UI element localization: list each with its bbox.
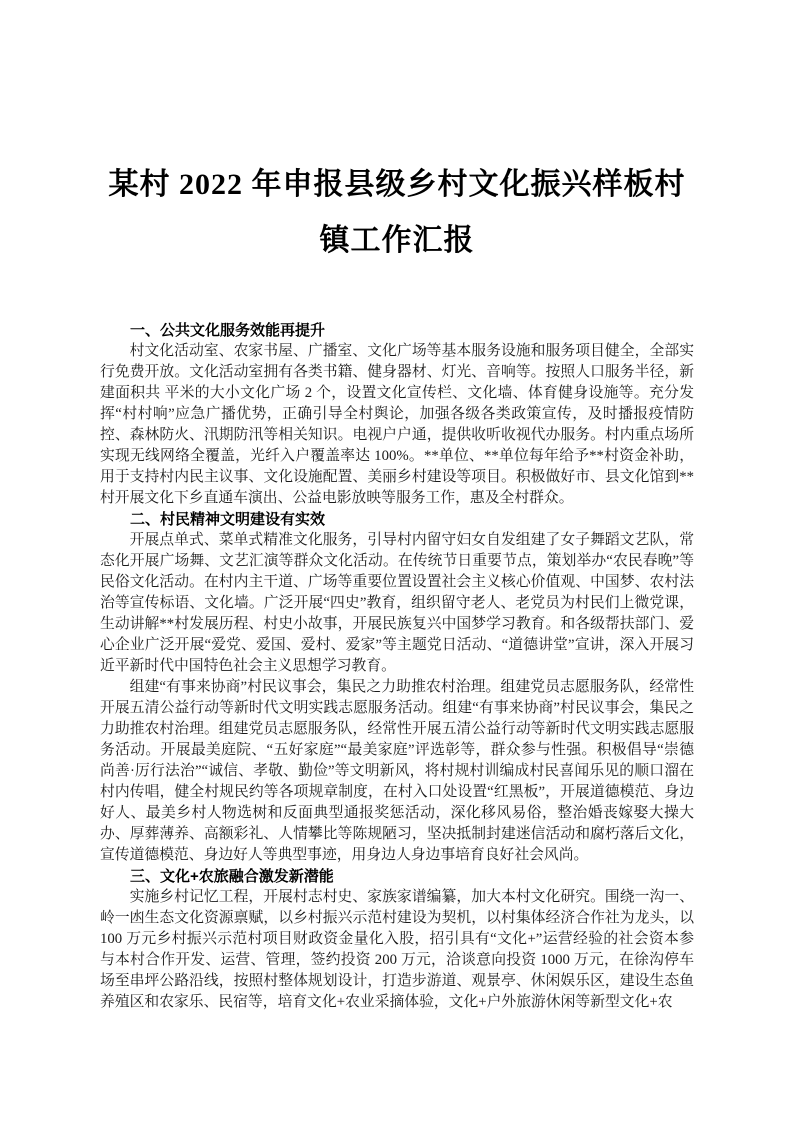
document-body <box>100 320 694 1013</box>
paragraph: 村文化活动室、农家书屋、广播室、文化广场等基本服务设施和服务项目健全，全部实行免费开放。文化活动室拥有各类书籍、健身器材、灯光、音响等。按照人口服务半径，新建面积共 平米的大小文化广场 2 个，设置文化宣传栏、文化墙、体育健身设施等。充分发挥“村村响”应急广播优势，正确引导全村舆论，加强各级各类政策宣传，及时播报疫情防控、森林防火、汛期防汛等相关知识。电视户户通，提供收听收视代办服务。村内重点场所实现无线网络全覆盖，光纤入户覆盖率达 100%。**单位、**单位每年给予**村资金补助，用于支持村内民主议事、文化设施配置、美丽乡村建设等项目。积极做好市、县文化馆到**村开展文化下乡直通车演出、公益电影放映等服务工作，惠及全村群众。 <box>100 343 694 506</box>
section-heading-1: 一、公共文化服务效能再提升 <box>130 322 326 339</box>
paragraph: 实施乡村记忆工程，开展村志村史、家族家谱编纂，加大本村文化研究。围绕一沟一、岭一凼生态文化资源禀赋，以乡村振兴示范村建设为契机，以村集体经济合作社为龙头，以 100 万元乡村振兴示范村项目财政资金量化入股，招引具有“文化+”运营经验的社会资本参与本村合作开发、运营、管理，签约投资 200 万元，洽谈意向投资 1000 万元，在徐沟停车场至串坪公路沿线，按照村整体规划设计，打造步游道、观景亭、休闲娱乐区，建设生态鱼养殖区和农家乐、民宿等，培育文化+农业采摘体验，文化+户外旅游休闲等新型文化+农 <box>100 889 694 1010</box>
document-title-line-2: 镇工作汇报 <box>319 224 475 257</box>
paragraph: 组建“有事来协商”村民议事会，集民之力助推农村治理。组建党员志愿服务队，经常性开展五清公益行动等新时代文明实践志愿服务活动。组建“有事来协商”村民议事会，集民之力助推农村治理。组建党员志愿服务队，经常性开展五清公益行动等新时代文明实践志愿服务活动。开展最美庭院、“五好家庭”“最美家庭”评选彰等，群众参与性强。积极倡导“崇德尚善·厉行法治”“诚信、孝敬、勤俭”等文明新风，将村规村训编成村民喜闻乐见的顺口溜在村内传唱，健全村规民约等各项规章制度，在村入口处设置“红黑板”，开展道德模范、身边好人、最美乡村人物选树和反面典型通报奖惩活动，深化移风易俗，整治婚丧嫁娶大操大办、厚葬薄养、高额彩礼、人情攀比等陈规陋习，坚决抵制封建迷信活动和腐朽落后文化，宣传道德模范、身边好人等典型事迹，用身边人身边事培育良好社会风尚。 <box>100 679 694 863</box>
section-heading-3: 三、文化+农旅融合激发新潜能 <box>130 868 334 885</box>
paragraph: 开展点单式、菜单式精准文化服务，引导村内留守妇女自发组建了女子舞蹈文艺队，常态化开展广场舞、文艺汇演等群众文化活动。在传统节日重要节点，策划举办“农民春晚”等民俗文化活动。在村内主干道、广场等重要位置设置社会主义核心价值观、中国梦、农村法治等宣传标语、文化墙。广泛开展“四史”教育，组织留守老人、老党员为村民们上微党课，生动讲解**村发展历程、村史小故事，开展民族复兴中国梦学习教育。和各级帮扶部门、爱心企业广泛开展“爱党、爱国、爱村、爱家”等主题党日活动、“道德讲堂”宣讲，深入开展习近平新时代中国特色社会主义思想学习教育。 <box>100 532 694 674</box>
document-title <box>100 157 694 269</box>
section-heading-2: 二、村民精神文明建设有实效 <box>130 511 326 528</box>
document-title-line-1: 某村 2022 年申报县级乡村文化振兴样板村 <box>108 168 686 201</box>
